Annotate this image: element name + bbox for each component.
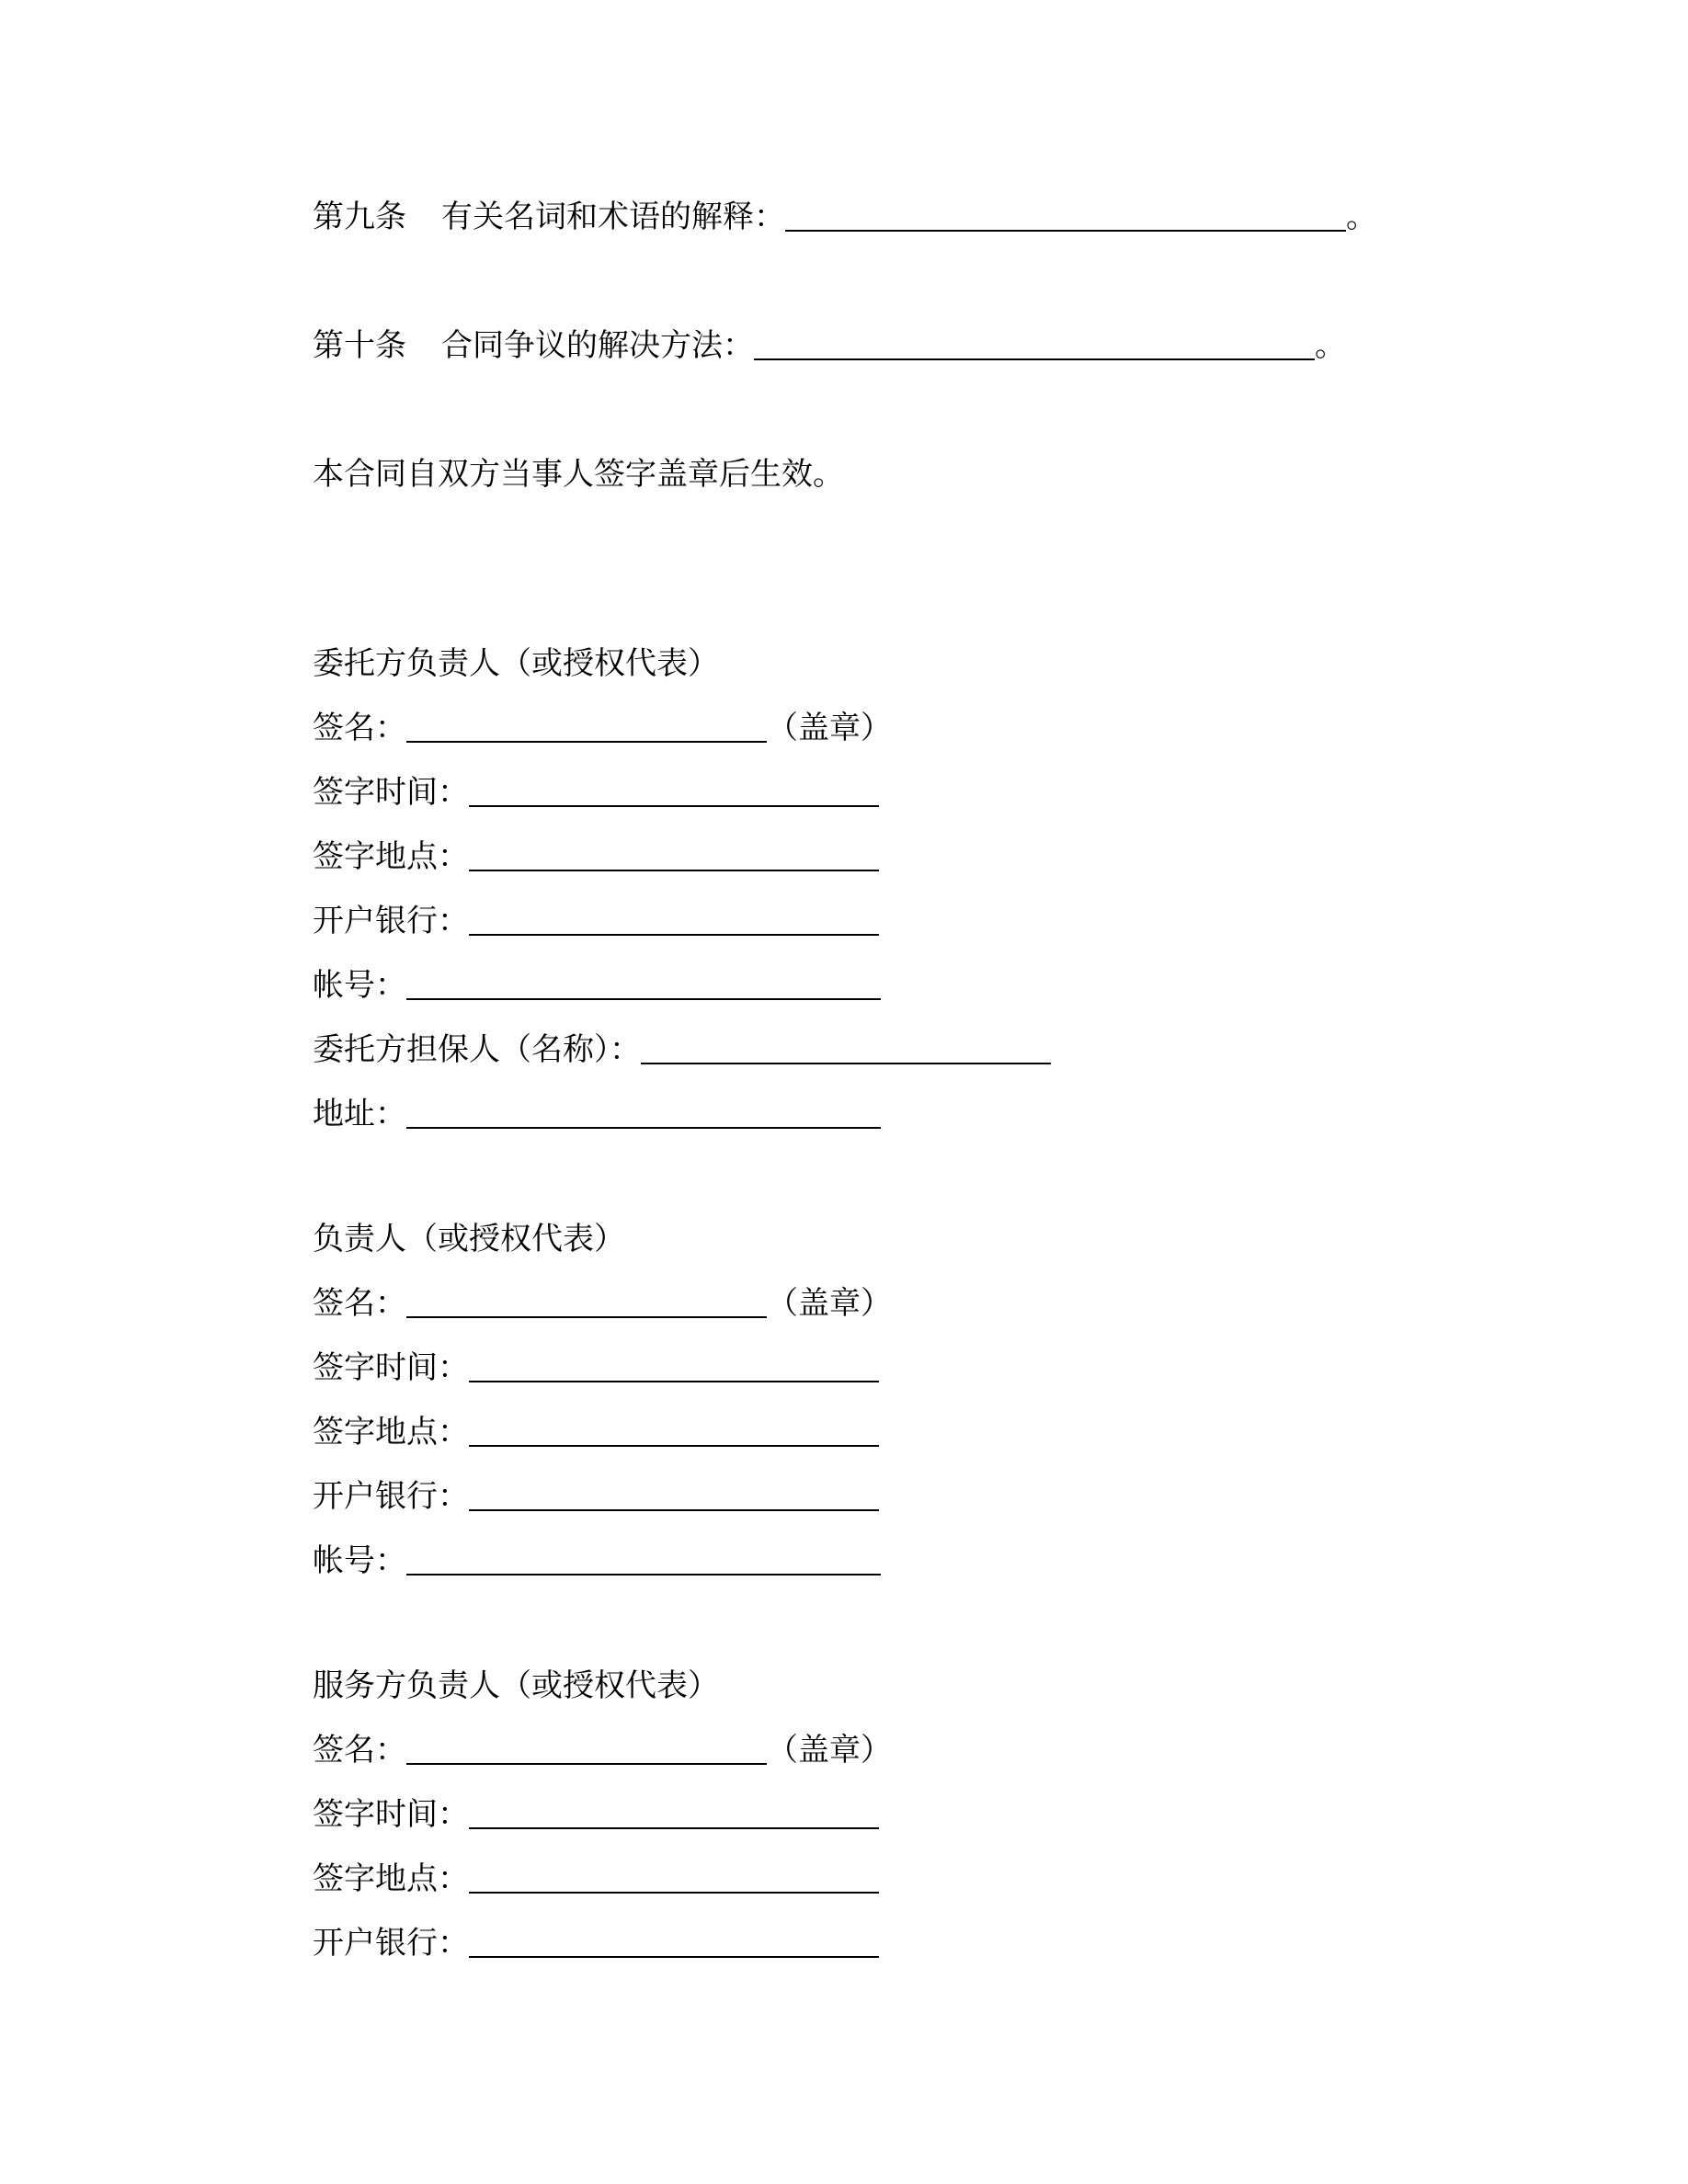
guarantor-rep-sign-place-field[interactable] — [469, 1414, 879, 1447]
service-seal-note: （盖章） — [767, 1732, 892, 1769]
client-signature-row — [313, 708, 892, 748]
service-signature-label: 签名： — [313, 1732, 406, 1769]
client-sign-place-field[interactable] — [469, 838, 879, 871]
service-bank-row — [313, 1923, 879, 1963]
service-bank-label: 开户银行： — [313, 1925, 469, 1962]
service-signature-row — [313, 1730, 892, 1770]
guarantor-rep-bank-row — [313, 1476, 879, 1517]
client-sign-time-row — [313, 772, 879, 813]
guarantor-rep-account-field[interactable] — [406, 1542, 881, 1575]
service-sign-time-label: 签字时间： — [313, 1796, 469, 1833]
effective-statement — [313, 454, 844, 495]
client-guarantor-row — [313, 1029, 1051, 1070]
client-account-row — [313, 965, 881, 1006]
client-sign-time-field[interactable] — [469, 774, 879, 807]
service-sign-place-field[interactable] — [469, 1860, 879, 1894]
client-guarantor-field[interactable] — [641, 1031, 1051, 1064]
guarantor-rep-bank-field[interactable] — [469, 1478, 879, 1511]
clause-10 — [313, 325, 1346, 366]
service-heading — [313, 1666, 719, 1706]
clause-9 — [313, 197, 1377, 237]
clause-10-end: 。 — [1315, 327, 1346, 364]
service-bank-field[interactable] — [469, 1925, 879, 1958]
clause-9-end: 。 — [1346, 199, 1377, 235]
service-sign-time-field[interactable] — [469, 1796, 879, 1829]
clause-9-blank[interactable] — [785, 199, 1346, 232]
clause-9-label: 有关名词和术语的解释： — [441, 199, 785, 235]
service-sign-time-row — [313, 1794, 879, 1835]
guarantor-rep-signature-field[interactable] — [406, 1285, 767, 1318]
client-heading — [313, 643, 719, 684]
guarantor-rep-seal-note: （盖章） — [767, 1285, 892, 1322]
client-account-label: 帐号： — [313, 967, 406, 1004]
guarantor-rep-signature-label: 签名： — [313, 1285, 406, 1322]
clause-9-number: 第九条 — [313, 199, 406, 235]
guarantor-rep-sign-place-label: 签字地点： — [313, 1414, 469, 1450]
client-sign-time-label: 签字时间： — [313, 774, 469, 811]
service-heading-text: 服务方负责人（或授权代表） — [313, 1667, 719, 1704]
client-sign-place-label: 签字地点： — [313, 838, 469, 875]
guarantor-rep-sign-place-row — [313, 1412, 879, 1452]
clause-10-label: 合同争议的解决方法： — [441, 327, 754, 364]
client-bank-row — [313, 901, 879, 941]
guarantor-rep-heading-text: 负责人（或授权代表） — [313, 1221, 625, 1257]
client-signature-label: 签名： — [313, 710, 406, 746]
client-seal-note: （盖章） — [767, 710, 892, 746]
guarantor-rep-heading — [313, 1219, 625, 1259]
client-address-field[interactable] — [406, 1096, 881, 1129]
clause-10-blank[interactable] — [754, 327, 1315, 360]
clause-10-number: 第十条 — [313, 327, 406, 364]
client-sign-place-row — [313, 836, 879, 877]
guarantor-rep-sign-time-row — [313, 1348, 879, 1388]
effective-statement-text: 本合同自双方当事人签字盖章后生效。 — [313, 456, 844, 493]
client-address-label: 地址： — [313, 1096, 406, 1132]
service-signature-field[interactable] — [406, 1732, 767, 1765]
client-bank-label: 开户银行： — [313, 903, 469, 939]
guarantor-rep-bank-label: 开户银行： — [313, 1478, 469, 1515]
guarantor-rep-signature-row — [313, 1283, 892, 1324]
client-address-row — [313, 1094, 881, 1134]
client-account-field[interactable] — [406, 967, 881, 1000]
client-heading-text: 委托方负责人（或授权代表） — [313, 645, 719, 682]
guarantor-rep-sign-time-label: 签字时间： — [313, 1349, 469, 1386]
guarantor-rep-sign-time-field[interactable] — [469, 1349, 879, 1382]
guarantor-rep-account-label: 帐号： — [313, 1542, 406, 1579]
service-sign-place-label: 签字地点： — [313, 1860, 469, 1897]
client-guarantor-label: 委托方担保人（名称）： — [313, 1031, 641, 1068]
service-sign-place-row — [313, 1859, 879, 1899]
client-bank-field[interactable] — [469, 903, 879, 936]
guarantor-rep-account-row — [313, 1541, 881, 1581]
client-signature-field[interactable] — [406, 710, 767, 743]
